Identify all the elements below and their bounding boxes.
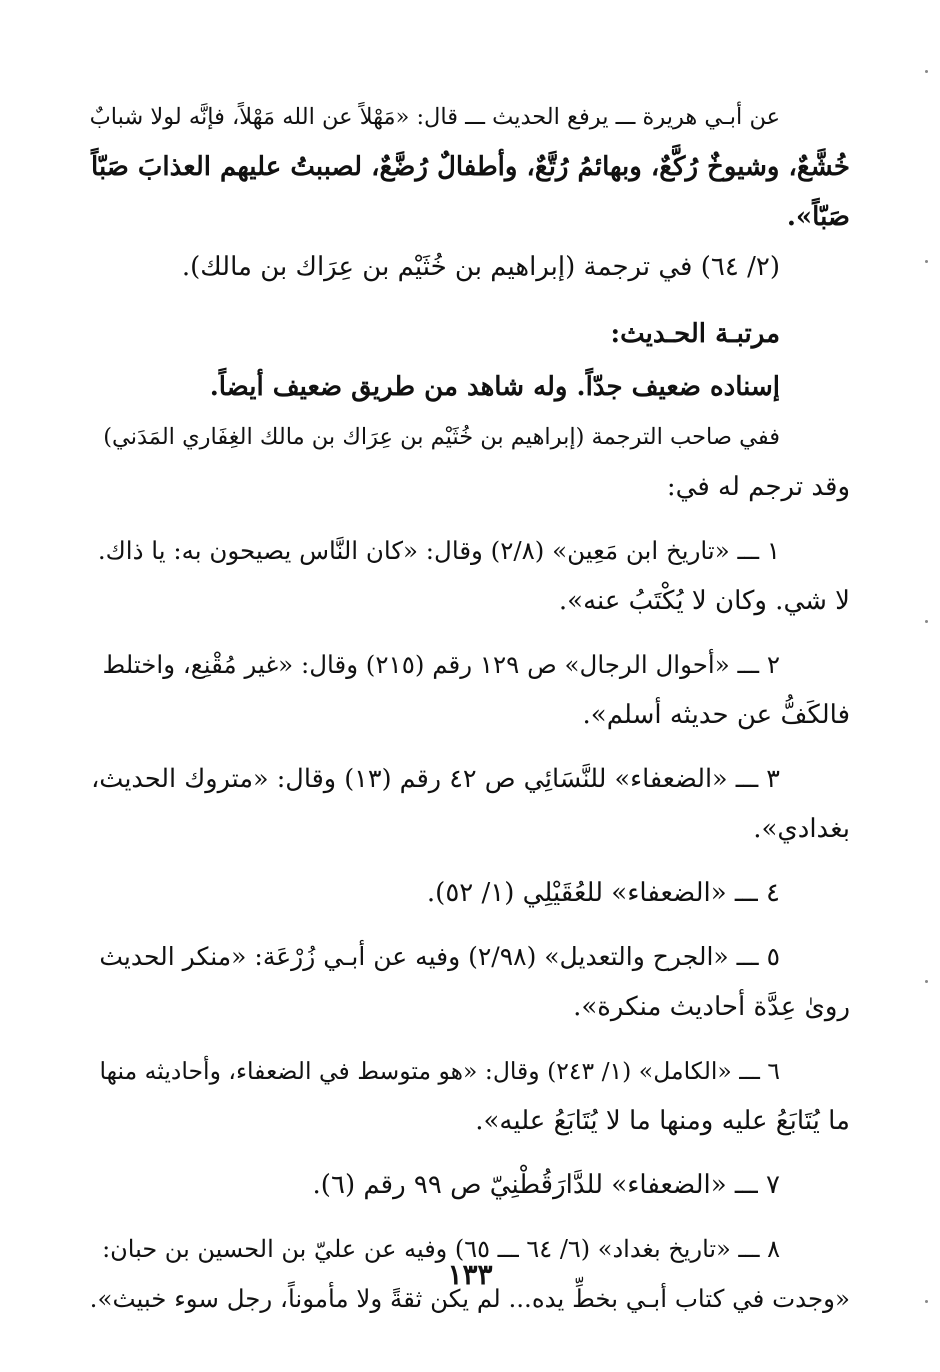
hadith-quote bbox=[90, 92, 850, 242]
scan-mark bbox=[925, 70, 928, 73]
item-5-line-2: روىٰ عِدَّة أحاديث منكرة». bbox=[573, 992, 850, 1022]
intro-line-2: وقد ترجم له في: bbox=[666, 472, 850, 502]
list-item bbox=[90, 640, 850, 740]
quote-line-1: عن أبـي هريرة ـــ يرفع الحديث ـــ قال: «مَهْلاً عن الله مَهْلاً، فإنَّه لولا شبابٌ bbox=[89, 104, 780, 130]
item-6-line-1: ٦ ـــ «الكامل» (١/ ٢٤٣) وقال: «هو متوسط في الضعفاء، وأحاديثه منها bbox=[99, 1057, 780, 1085]
scan-mark bbox=[925, 620, 928, 623]
list-item bbox=[90, 868, 850, 918]
list-item bbox=[90, 932, 850, 1032]
item-6-line-2: ما يُتَابَعُ عليه ومنها ما لا يُتَابَعُ عليه». bbox=[475, 1106, 850, 1136]
item-1-line-1: ١ ـــ «تاريخ ابن مَعِين» (٢/٨) وقال: «كان النَّاس يصيحون به: يا ذاك. bbox=[97, 536, 780, 565]
list-item bbox=[90, 754, 850, 854]
quote-line-2: خُشَّعٌ، وشيوخٌ رُكَّعٌ، وبهائمُ رُتَّعٌ، وأطفالٌ رُضَّعٌ، لصببتُ عليهم العذابَ صَبّاً bbox=[91, 152, 850, 182]
scan-mark bbox=[925, 260, 928, 263]
scan-mark bbox=[925, 980, 928, 983]
intro-line-1: ففي صاحب الترجمة (إبراهيم بن خُثَيْم بن عِرَاك بن مالك الغِفَاري المَدَني) bbox=[103, 424, 780, 450]
list-item bbox=[90, 1160, 850, 1210]
item-4-line-1: ٤ ـــ «الضعفاء» للعُقَيْلِي (١/ ٥٢). bbox=[426, 878, 780, 908]
item-7-line-1: ٧ ـــ «الضعفاء» للدَّارَقُطْنِيّ ص ٩٩ رقم (٦). bbox=[312, 1170, 780, 1200]
item-3-line-2: بغدادي». bbox=[753, 814, 850, 844]
quote-line-3: صَبّاً». bbox=[786, 202, 850, 232]
item-1-line-2: لا شي. وكان لا يُكْتَبُ عنه». bbox=[558, 586, 850, 616]
section-heading: مرتبـة الحـديث: bbox=[610, 319, 780, 349]
verdict: إسناده ضعيف جدّاً. وله شاهد من طريق ضعيف أيضاً. bbox=[209, 372, 780, 402]
list-item bbox=[90, 1046, 850, 1146]
item-5-line-1: ٥ ـــ «الجرح والتعديل» (٢/٩٨) وفيه عن أبـي زُرْعَة: «منكر الحديث bbox=[99, 942, 780, 971]
source-reference: (٢/ ٦٤) في ترجمة (إبراهيم بن خُثَيْم بن عِرَاك بن مالك). bbox=[181, 252, 780, 282]
page-number: ١٣٣ bbox=[447, 1258, 493, 1291]
list-item bbox=[90, 526, 850, 626]
item-3-line-1: ٣ ـــ «الضعفاء» للنَّسَائِي ص ٤٢ رقم (١٣) وقال: «متروك الحديث، bbox=[91, 764, 780, 794]
item-8-line-2: «وجدت في كتاب أبـي بخطِّ يده... لم يكن ثقةً ولا مأموناً، رجل سوء خبيث». bbox=[89, 1284, 850, 1313]
scan-mark bbox=[925, 1300, 928, 1303]
item-2-line-1: ٢ ـــ «أحوال الرجال» ص ١٢٩ رقم (٢١٥) وقال: «غير مُقْنِع، واختلط bbox=[102, 650, 780, 679]
item-2-line-2: فالكَفُّ عن حديثه أسلم». bbox=[582, 700, 850, 730]
page-body bbox=[90, 92, 850, 1324]
item-8-line-1: ٨ ـــ «تاريخ بغداد» (٦/ ٦٤ ـــ ٦٥) وفيه عن عليّ بن الحسين بن حبان: bbox=[102, 1235, 780, 1263]
